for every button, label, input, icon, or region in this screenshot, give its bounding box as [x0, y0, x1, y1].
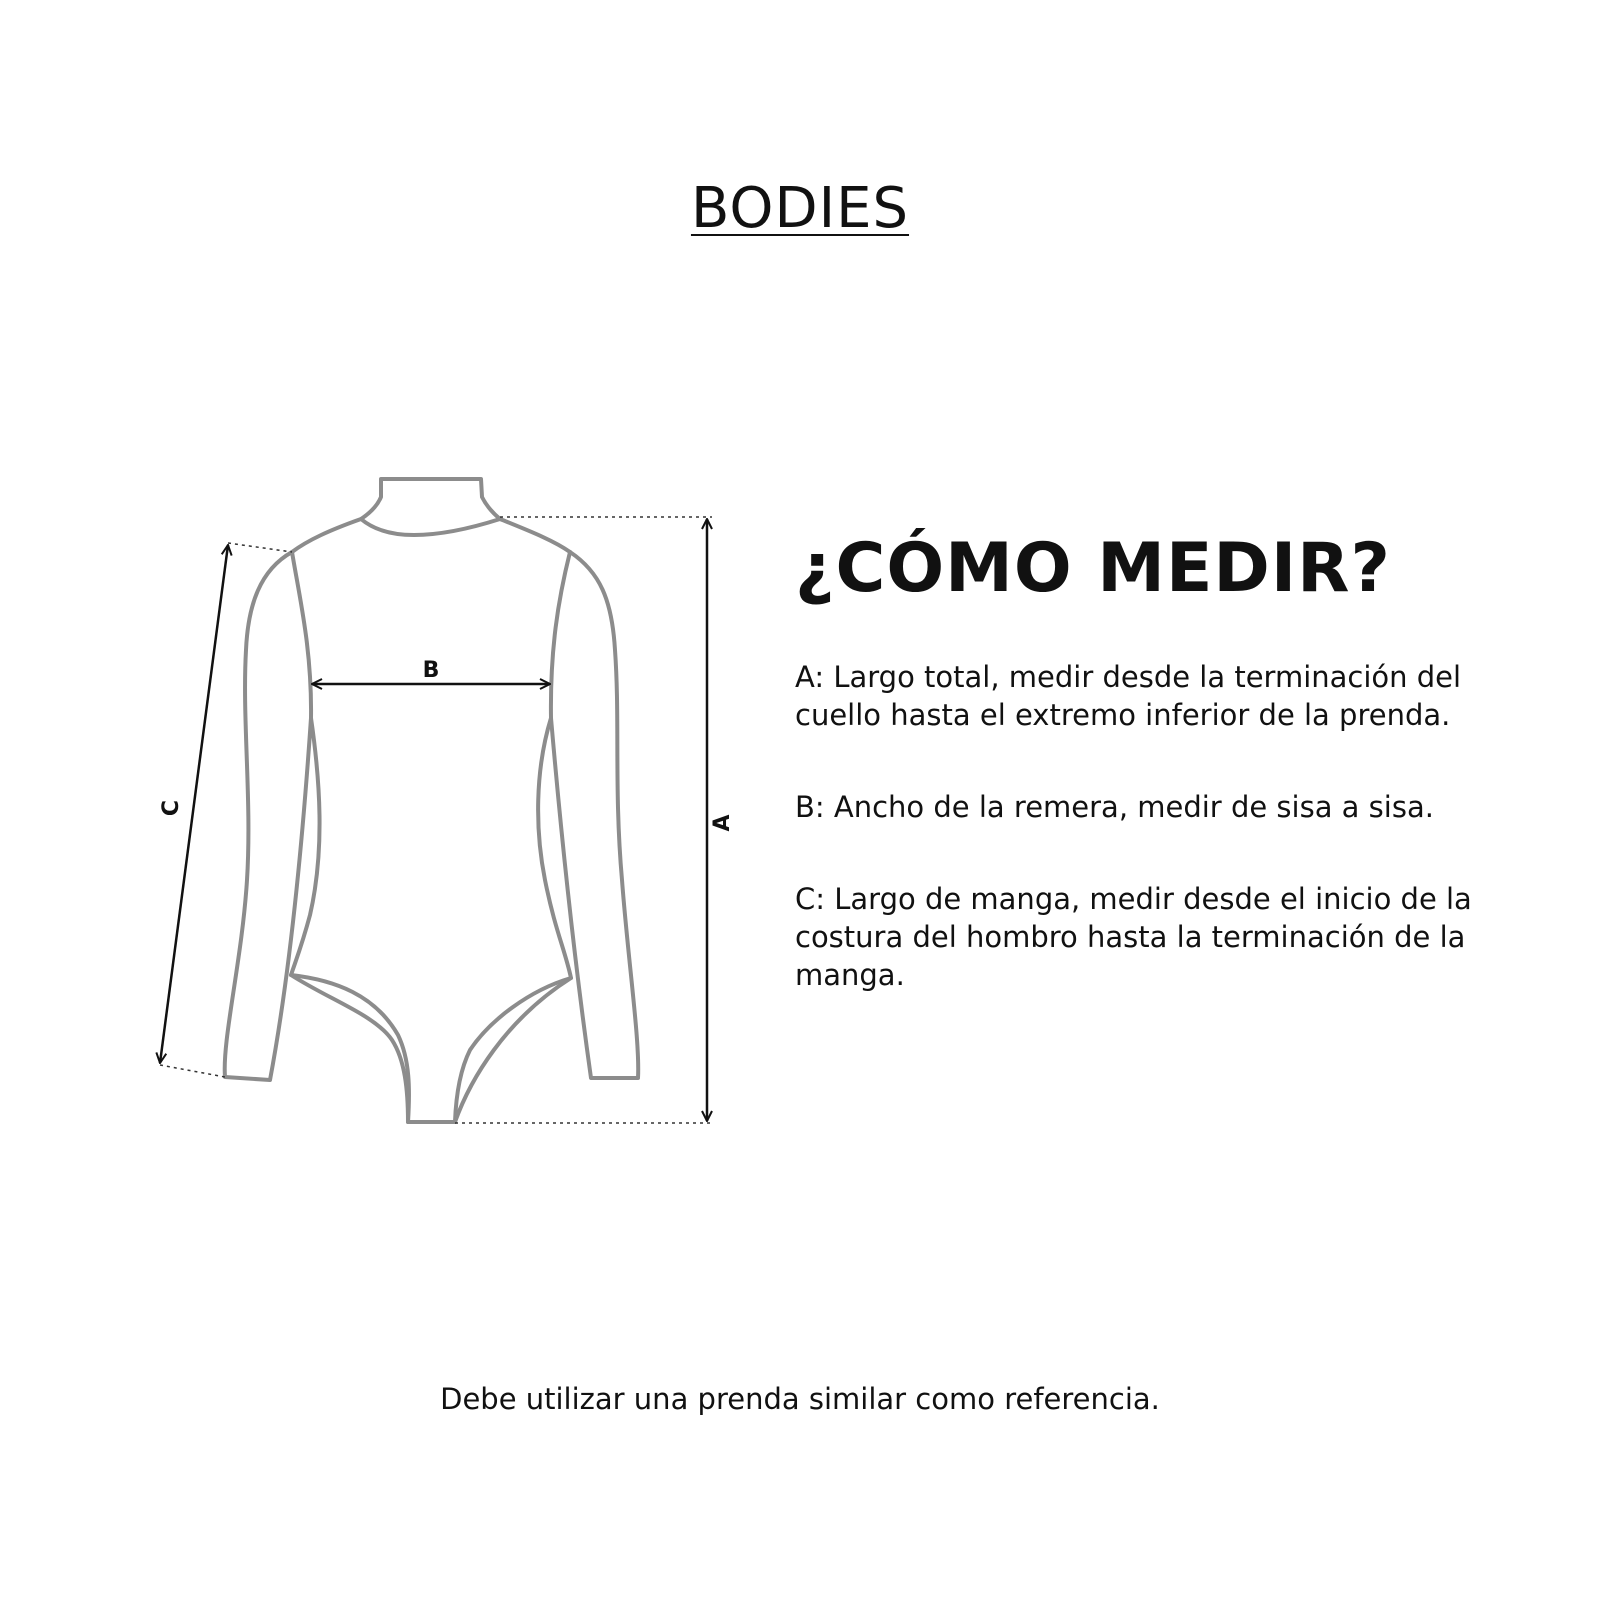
instructions-list — [795, 658, 1485, 1048]
right-armhole-seam — [551, 552, 570, 718]
label-b: B — [422, 658, 440, 683]
instruction-a: A: Largo total, medir desde la terminación del cuello hasta el extremo inferior de la prenda. — [795, 660, 1462, 732]
footnote: Debe utilizar una prenda similar como referencia. — [440, 1382, 1160, 1416]
label-a: A — [710, 814, 735, 832]
measurement-arrows — [160, 519, 707, 1121]
left-leg-curve — [291, 975, 408, 1122]
guide-c-bottom — [160, 1065, 225, 1077]
page-title: BODIES — [690, 176, 910, 241]
guide-heading: ¿CÓMO MEDIR? — [795, 529, 1391, 608]
guide-lines — [160, 517, 712, 1123]
body-outline — [225, 519, 639, 1122]
right-leg-curve — [455, 978, 571, 1122]
bodysuit-icon — [225, 479, 639, 1122]
label-c: C — [159, 799, 184, 817]
collar-outline — [361, 479, 500, 535]
instruction-c: C: Largo de manga, medir desde el inicio de la costura del hombro hasta la terminación de la manga. — [795, 882, 1472, 992]
instruction-b: B: Ancho de la remera, medir de sisa a sisa. — [795, 790, 1434, 824]
left-armhole-seam — [292, 552, 311, 718]
guide-c-top — [228, 543, 292, 552]
